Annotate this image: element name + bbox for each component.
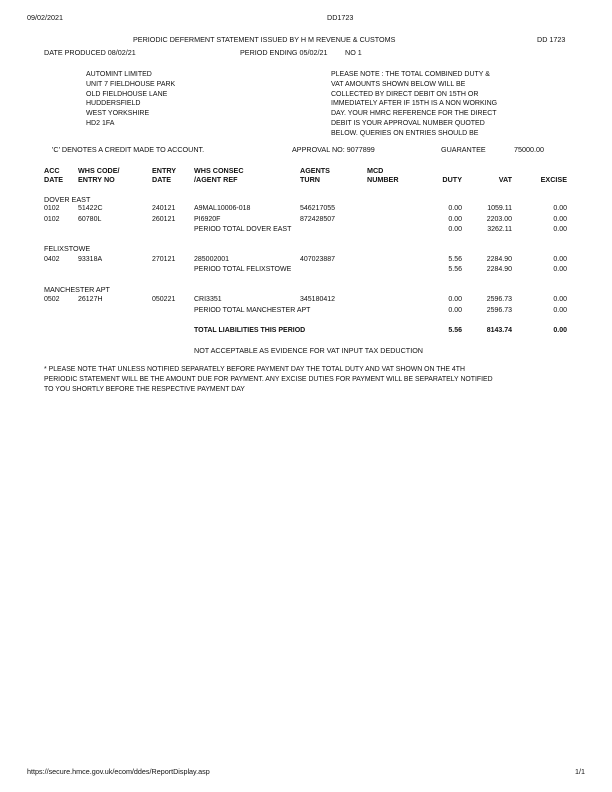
col-acc: ACC — [44, 166, 60, 175]
vat-evidence-notice: NOT ACCEPTABLE AS EVIDENCE FOR VAT INPUT TAX DEDUCTION — [194, 346, 423, 355]
print-page-count: 1/1 — [575, 767, 585, 776]
address-line: AUTOMINT LIMITED — [86, 71, 152, 78]
period-total-label: PERIOD TOTAL MANCHESTER APT — [194, 307, 311, 314]
col-excise: EXCISE — [540, 175, 567, 184]
total-excise: 0.00 — [553, 226, 567, 233]
cell-agents: 546217055 — [300, 205, 336, 212]
grand-total-vat: 8143.74 — [486, 327, 512, 334]
section-heading: FELIXSTOWE — [44, 244, 91, 253]
cell-vat: 2203.00 — [486, 216, 512, 223]
period-ending: PERIOD ENDING 05/02/21 — [240, 48, 328, 57]
cell-entry: 270121 — [152, 256, 176, 263]
cell-vat: 1059.11 — [487, 205, 512, 212]
col-whs-code: WHS CODE/ — [78, 166, 120, 175]
cell-entry: 260121 — [152, 216, 176, 223]
col-mcd: MCD — [367, 166, 384, 175]
footer-note-line: * PLEASE NOTE THAT UNLESS NOTIFIED SEPARATELY BEFORE PAYMENT DAY THE TOTAL DUTY AND VAT SHOWN ON THE 4TH — [44, 366, 465, 373]
col-entry: ENTRY — [152, 166, 177, 175]
col-turn: TURN — [300, 175, 320, 184]
cell-vat: 2284.90 — [486, 256, 512, 263]
grand-total-row — [0, 327, 612, 337]
note-line: VAT AMOUNTS SHOWN BELOW WILL BE — [331, 80, 466, 88]
date-produced: DATE PRODUCED 08/02/21 — [44, 48, 136, 57]
table-row — [0, 205, 612, 215]
cell-excise: 0.00 — [553, 216, 567, 223]
period-total-label: PERIOD TOTAL FELIXSTOWE — [194, 266, 292, 273]
cell-entry: 240121 — [152, 205, 176, 212]
payment-day-note — [44, 365, 493, 394]
period-total-label: PERIOD TOTAL DOVER EAST — [194, 226, 292, 233]
address-line: HD2 1FA — [86, 119, 115, 127]
cell-acc: 0402 — [44, 256, 60, 263]
print-date: 09/02/2021 — [27, 13, 63, 22]
cell-acc: 0102 — [44, 216, 60, 223]
guarantee-value: 75000.00 — [514, 145, 544, 154]
cell-whs: 51422C — [78, 205, 103, 212]
note-line: DEBIT IS YOUR APPROVAL NUMBER QUOTED — [331, 119, 485, 127]
cell-duty: 0.00 — [448, 205, 462, 212]
address-line: WEST YORKSHIRE — [86, 110, 150, 118]
cell-excise: 0.00 — [553, 256, 567, 263]
col-whs-consec: WHS CONSEC — [194, 166, 244, 175]
address-line: OLD FIELDHOUSE LANE — [86, 90, 168, 98]
col-duty: DUTY — [442, 175, 462, 184]
period-total-row — [0, 307, 612, 317]
cell-vat: 2596.73 — [486, 296, 512, 303]
cell-duty: 0.00 — [448, 296, 462, 303]
total-duty: 0.00 — [448, 307, 462, 314]
grand-total-duty: 5.56 — [448, 327, 462, 334]
cell-excise: 0.00 — [553, 296, 567, 303]
cell-consec: CRI3351 — [194, 296, 222, 303]
cell-entry: 050221 — [152, 296, 176, 303]
note-line: PLEASE NOTE : THE TOTAL COMBINED DUTY & — [331, 71, 490, 78]
cell-acc: 0102 — [44, 205, 60, 212]
address-line: HUDDERSFIELD — [86, 100, 141, 108]
statement-title: PERIODIC DEFERMENT STATEMENT ISSUED BY H M REVENUE & CUSTOMS — [133, 35, 396, 44]
col-entry-no: ENTRY NO — [78, 175, 115, 184]
total-vat: 2596.73 — [486, 307, 512, 314]
section-heading: MANCHESTER APT — [44, 285, 110, 294]
cell-consec: PI6920F — [194, 216, 221, 223]
print-page-title: DD1723 — [327, 13, 354, 22]
col-entry-date: DATE — [152, 175, 172, 184]
cell-acc: 0502 — [44, 296, 60, 303]
total-vat: 2284.90 — [486, 266, 512, 273]
section-heading: DOVER EAST — [44, 195, 91, 204]
table-row — [0, 216, 612, 226]
cell-consec: A9MAL10006-018 — [194, 205, 251, 212]
cell-excise: 0.00 — [553, 205, 567, 212]
footer-note-line: PERIODIC STATEMENT WILL BE THE AMOUNT DUE FOR PAYMENT. ANY EXCISE DUTIES FOR PAYMENT WILL BE SEPARATELY NOTIFIED — [44, 375, 493, 383]
guarantee-label: GUARANTEE — [441, 145, 486, 154]
cell-duty: 0.00 — [448, 216, 462, 223]
cell-agents: 345180412 — [300, 296, 336, 303]
cell-duty: 5.56 — [448, 256, 462, 263]
col-vat: VAT — [498, 175, 512, 184]
address-block — [86, 70, 175, 129]
note-line: DAY. YOUR HMRC REFERENCE FOR THE DIRECT — [331, 110, 497, 118]
credit-note: 'C' DENOTES A CREDIT MADE TO ACCOUNT. — [52, 145, 205, 154]
cell-agents: 407023887 — [300, 256, 336, 263]
cell-whs: 26127H — [78, 296, 103, 303]
table-row — [0, 256, 612, 266]
col-mcd-number: NUMBER — [367, 175, 399, 184]
cell-agents: 872428507 — [300, 216, 336, 223]
approval-number: APPROVAL NO: 9077899 — [292, 145, 375, 154]
address-line: UNIT 7 FIELDHOUSE PARK — [86, 80, 176, 88]
total-duty: 5.56 — [448, 266, 462, 273]
note-line: COLLECTED BY DIRECT DEBIT ON 15TH OR — [331, 90, 479, 98]
cell-whs: 93318A — [78, 256, 103, 263]
grand-total-label: TOTAL LIABILITIES THIS PERIOD — [194, 327, 306, 334]
grand-total-excise: 0.00 — [553, 327, 567, 334]
period-total-row — [0, 266, 612, 276]
period-total-row — [0, 226, 612, 236]
total-vat: 3262.11 — [487, 226, 512, 233]
statement-number: NO 1 — [345, 48, 362, 57]
note-line: IMMEDIATELY AFTER IF 15TH IS A NON WORKING — [331, 100, 498, 108]
note-line: BELOW. QUERIES ON ENTRIES SHOULD BE — [331, 129, 479, 137]
table-row — [0, 296, 612, 306]
total-duty: 0.00 — [448, 226, 462, 233]
statement-ref: DD 1723 — [537, 35, 566, 44]
total-excise: 0.00 — [553, 307, 567, 314]
print-url: https://secure.hmce.gov.uk/ecom/ddes/ReportDisplay.asp — [27, 767, 210, 776]
col-agent-ref: /AGENT REF — [194, 175, 238, 184]
payment-note — [331, 70, 497, 139]
footer-note-line: TO YOU SHORTLY BEFORE THE RESPECTIVE PAYMENT DAY — [44, 385, 245, 393]
cell-consec: 285002001 — [194, 256, 230, 263]
cell-whs: 60780L — [78, 216, 102, 223]
total-excise: 0.00 — [553, 266, 567, 273]
col-acc-date: DATE — [44, 175, 64, 184]
col-agents: AGENTS — [300, 166, 330, 175]
